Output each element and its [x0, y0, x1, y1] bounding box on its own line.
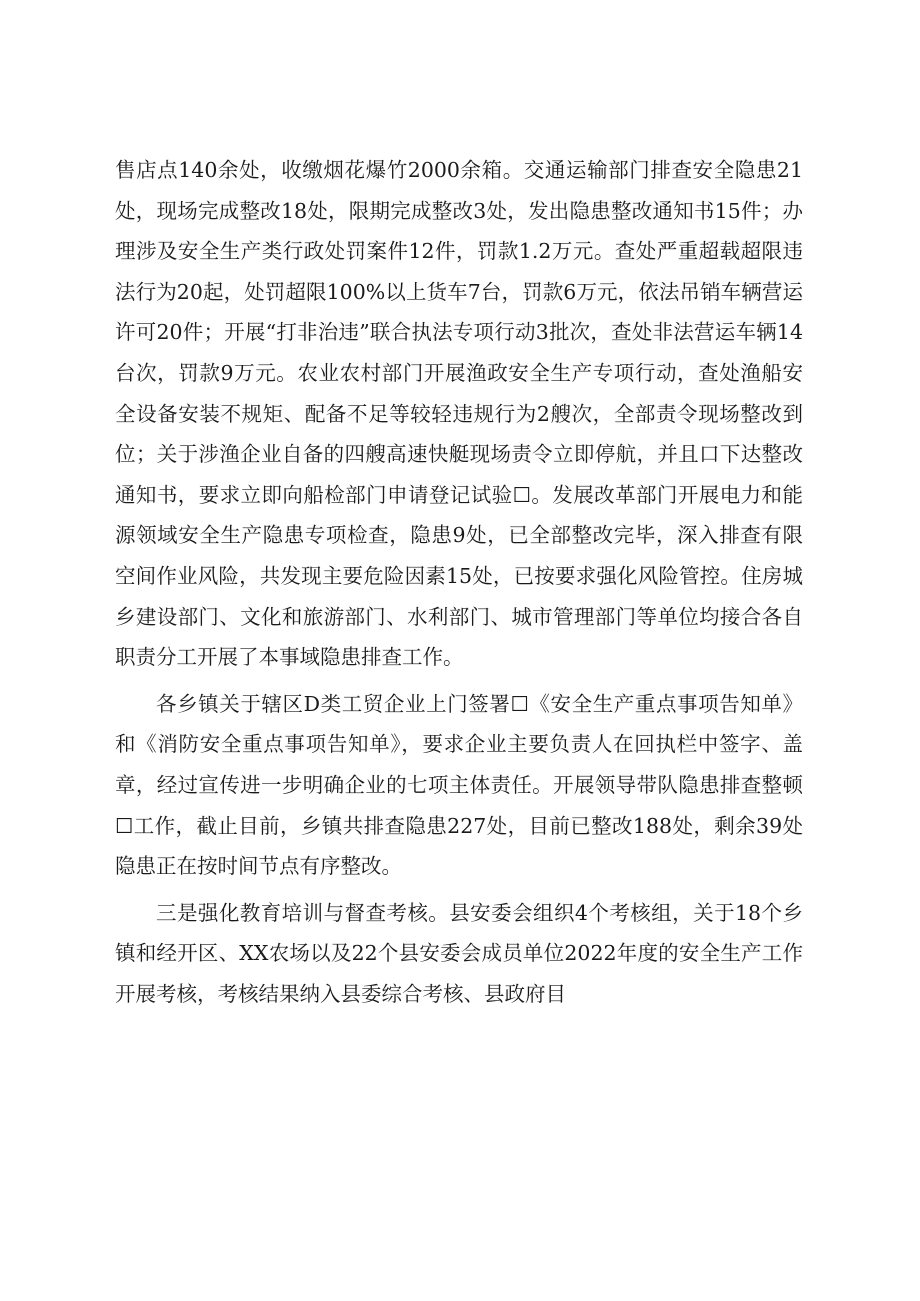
- paragraph-continued: 售店点140余处，收缴烟花爆竹2000余箱。交通运输部门排查安全隐患21处，现场完成整改18处，限期完成整改3处，发出隐患整改通知书15件；办理涉及安全生产类行政处罚案件12件，罚款1.2万元。查处严重超载超限违法行为20起，处罚超限100%以上货车7台，罚款6万元，依法吊销车辆营运许可20件；开展“打非治违”联合执法专项行动3批次，查处非法营运车辆14台次，罚款9万元。农业农村部门开展渔政安全生产专项行动，查处渔船安全设备安装不规矩、配备不足等较轻违规行为2艘次，全部责令现场整改到位；关于涉渔企业自备的四艘高速快艇现场责令立即停航，并且口下达整改通知书，要求立即向船检部门申请登记试验☐。发展改革部门开展电力和能源领域安全生产隐患专项检查，隐患9处，已全部整改完毕，深入排查有限空间作业风险，共发现主要危险因素15处，已按要求强化风险管控。住房城乡建设部门、文化和旅游部门、水利部门、城市管理部门等单位均接合各自职责分工开展了本事域隐患排查工作。: [115, 158, 803, 670]
- paragraph-education-assessment: 三是强化教育培训与督查考核。县安委会组织4个考核组，关于18个乡镇和经开区、XX农场以及22个县安委会成员单位2022年度的安全生产工作开展考核，考核结果纳入县委综合考核、县政府目: [115, 900, 803, 1006]
- paragraph-township: 各乡镇关于辖区D类工贸企业上门签署☐《安全生产重点事项告知单》和《消防安全重点事项告知单》，要求企业主要负责人在回执栏中签字、盖章，经过宣传进一步明确企业的七项主体责任。开展领导带队隐患排查整顿☐工作，截止目前，乡镇共排查隐患227处，目前已整改188处，剩余39处隐患正在按时间节点有序整改。: [115, 691, 803, 879]
- document-body: [115, 150, 803, 1014]
